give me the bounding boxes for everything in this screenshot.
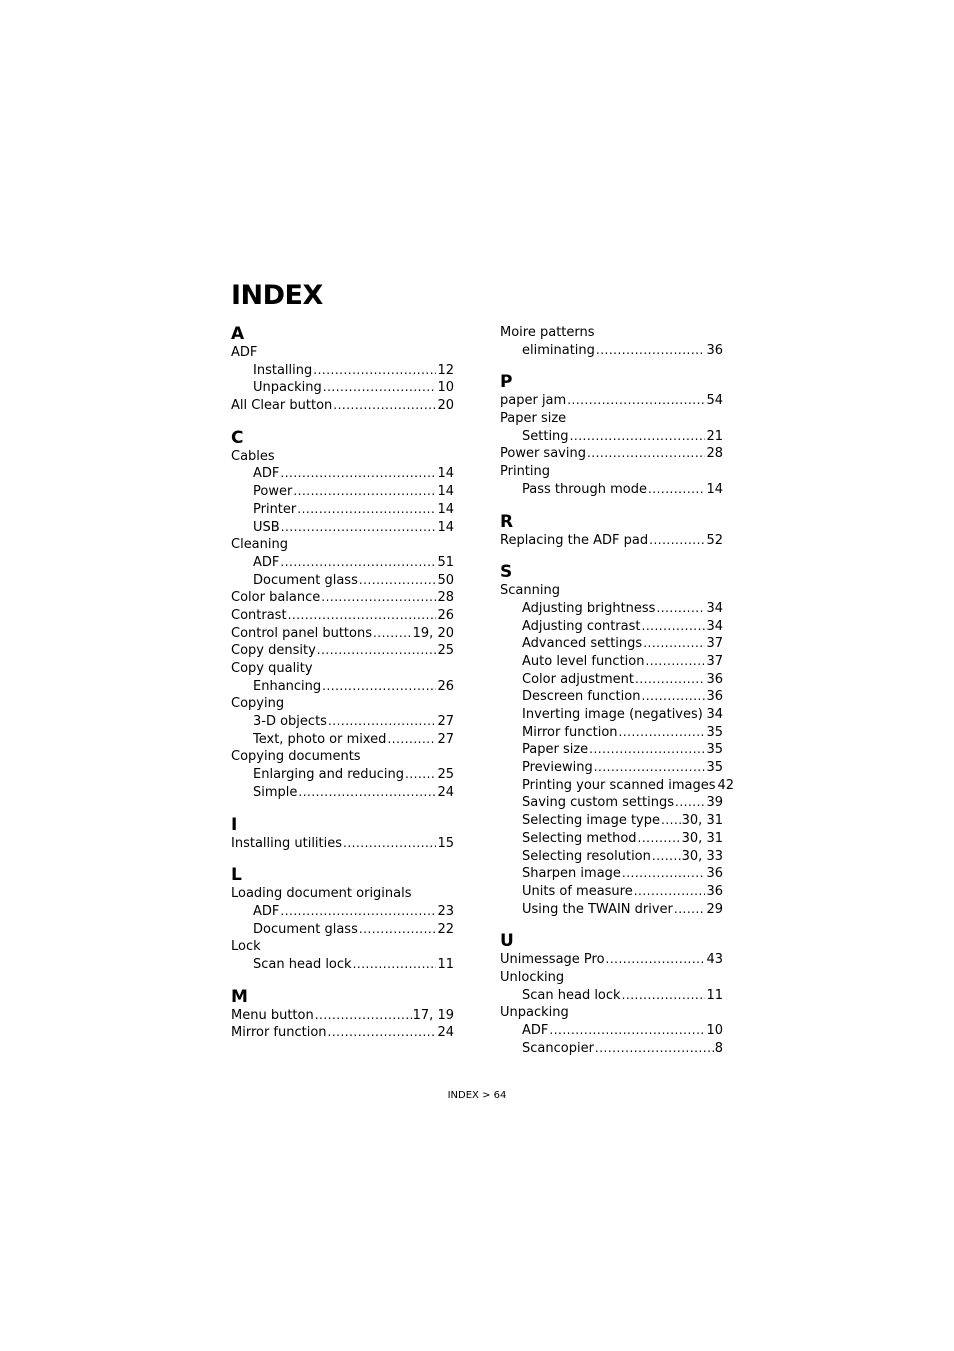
dot-leader xyxy=(634,883,706,901)
dot-leader xyxy=(645,653,705,671)
entry-term: Color adjustment xyxy=(522,671,635,687)
entry-page-number: 34 xyxy=(706,707,723,722)
entry-term: Replacing the ADF pad xyxy=(500,532,649,548)
entry-term: Auto level function xyxy=(522,653,645,669)
index-entry xyxy=(500,969,723,987)
entry-term: Mirror function xyxy=(231,1025,327,1041)
index-subentry xyxy=(500,987,723,1005)
entry-term: Unpacking xyxy=(253,380,322,396)
dot-leader xyxy=(323,379,437,397)
entry-page-number: 26 xyxy=(437,678,454,694)
entry-term: Text, photo or mixed xyxy=(253,731,387,747)
index-entry xyxy=(231,938,454,956)
index-subentry xyxy=(500,706,723,724)
dot-leader xyxy=(643,635,705,653)
entry-term: Mirror function xyxy=(522,724,618,740)
dot-leader xyxy=(661,812,681,830)
index-subentry xyxy=(231,784,454,802)
entry-term: Contrast xyxy=(231,607,287,623)
entry-page-number: 24 xyxy=(437,784,454,800)
dot-leader xyxy=(622,987,706,1005)
entry-page-number: 10 xyxy=(706,1023,723,1038)
entry-term: 3-D objects xyxy=(253,714,327,730)
section-letter-heading: I xyxy=(231,814,238,835)
entry-page-number: 43 xyxy=(706,952,723,968)
index-subentry xyxy=(500,342,723,360)
dot-leader xyxy=(281,519,437,537)
index-entry xyxy=(500,445,723,463)
entry-term: Menu button xyxy=(231,1007,314,1023)
entry-term: Printer xyxy=(253,501,297,517)
entry-term: Power saving xyxy=(500,446,586,462)
index-subentry xyxy=(231,362,454,380)
dot-leader xyxy=(652,848,681,866)
entry-term: ADF xyxy=(253,554,280,570)
entry-page-number: 22 xyxy=(437,921,454,937)
entry-page-number: 37 xyxy=(706,653,723,669)
dot-leader xyxy=(596,342,706,360)
dot-leader xyxy=(589,741,705,759)
entry-page-number: 34 xyxy=(706,600,723,616)
entry-term: Document glass xyxy=(253,572,358,588)
dot-leader xyxy=(635,671,705,689)
dot-leader xyxy=(280,554,436,572)
entry-page-number: 8 xyxy=(714,1040,723,1056)
entry-page-number: 52 xyxy=(706,532,723,548)
entry-page-number: 36 xyxy=(706,342,723,358)
entry-page-number: 54 xyxy=(706,393,723,409)
entry-term: ADF xyxy=(253,903,280,919)
entry-term: Copying documents xyxy=(231,749,361,765)
entry-page-number: 30, 31 xyxy=(681,813,723,829)
index-entry xyxy=(500,1004,723,1022)
entry-term: Inverting image (negatives) xyxy=(522,707,703,722)
entry-term: ADF xyxy=(231,345,258,360)
index-column-right xyxy=(500,324,735,1057)
index-entry xyxy=(500,324,723,342)
entry-term: eliminating xyxy=(522,342,595,358)
index-entry xyxy=(231,589,454,607)
entry-term: Adjusting contrast xyxy=(522,618,641,634)
entry-page-number: 27 xyxy=(437,714,454,730)
dot-leader xyxy=(298,784,436,802)
entry-term: Enhancing xyxy=(253,678,322,694)
dot-leader xyxy=(280,465,436,483)
entry-term: Enlarging and reducing xyxy=(253,767,405,783)
entry-page-number: 30, 33 xyxy=(681,848,723,864)
entry-term: Lock xyxy=(231,939,261,955)
index-subentry xyxy=(500,812,723,830)
entry-page-number: 23 xyxy=(437,903,454,919)
index-subentry xyxy=(231,483,454,501)
dot-leader xyxy=(317,642,437,660)
entry-page-number: 12 xyxy=(437,362,454,378)
entry-term: Document glass xyxy=(253,921,358,937)
entry-page-number: 35 xyxy=(706,724,723,740)
dot-leader xyxy=(313,362,436,380)
entry-term: Saving custom settings xyxy=(522,795,674,811)
index-entry xyxy=(500,951,723,969)
index-subentry xyxy=(231,554,454,572)
entry-term: Scan head lock xyxy=(522,987,621,1003)
index-entry xyxy=(231,885,454,903)
dot-leader xyxy=(373,625,412,643)
entry-term: Adjusting brightness xyxy=(522,600,656,616)
index-subentry xyxy=(500,830,723,848)
entry-term: Simple xyxy=(253,784,298,800)
entry-term: Units of measure xyxy=(522,883,633,899)
index-entry xyxy=(231,660,454,678)
index-subentry xyxy=(231,903,454,921)
entry-term: Installing utilities xyxy=(231,835,343,851)
section-letter-heading: C xyxy=(231,427,244,448)
entry-term: Pass through mode xyxy=(522,481,647,497)
entry-term: Power xyxy=(253,484,293,500)
index-entry xyxy=(231,748,454,766)
dot-leader xyxy=(288,607,437,625)
entry-page-number: 14 xyxy=(437,501,454,517)
index-subentry xyxy=(500,1022,723,1040)
entry-term: Unimessage Pro xyxy=(500,952,605,968)
index-subentry xyxy=(500,724,723,742)
entry-page-number: 21 xyxy=(706,428,723,444)
index-entry xyxy=(500,532,723,550)
dot-leader xyxy=(549,1022,705,1040)
dot-leader xyxy=(328,1024,437,1042)
dot-leader xyxy=(321,589,436,607)
entry-page-number: 51 xyxy=(437,554,454,570)
dot-leader xyxy=(570,428,706,446)
entry-page-number: 15 xyxy=(437,835,454,851)
index-subentry xyxy=(500,848,723,866)
entry-term: Selecting image type xyxy=(522,813,661,829)
index-entry xyxy=(231,835,454,853)
entry-term: Selecting resolution xyxy=(522,848,651,864)
index-subentry xyxy=(500,741,723,759)
dot-leader xyxy=(675,794,705,812)
entry-page-number: 36 xyxy=(706,671,723,687)
index-subentry xyxy=(500,794,723,812)
entry-page-number: 30, 31 xyxy=(681,830,723,846)
entry-term: USB xyxy=(253,519,280,535)
entry-term: Paper size xyxy=(522,742,589,758)
dot-leader xyxy=(641,688,705,706)
index-subentry xyxy=(231,678,454,696)
index-subentry xyxy=(231,501,454,519)
entry-term: Cleaning xyxy=(231,537,288,553)
index-entry xyxy=(500,410,723,428)
index-subentry xyxy=(231,766,454,784)
entry-term: Previewing xyxy=(522,760,593,776)
dot-leader xyxy=(293,483,436,501)
entry-term: Sharpen image xyxy=(522,866,621,882)
section-letter-heading: U xyxy=(500,931,514,952)
entry-page-number: 27 xyxy=(437,731,454,747)
dot-leader xyxy=(280,903,436,921)
dot-leader xyxy=(648,481,705,499)
index-subentry xyxy=(231,465,454,483)
entry-term: Loading document originals xyxy=(231,886,412,902)
entry-term: Installing xyxy=(253,362,313,378)
entry-page-number: 10 xyxy=(437,380,454,396)
entry-term: Printing your scanned images xyxy=(522,777,716,793)
entry-term: Color balance xyxy=(231,590,321,606)
index-subentry xyxy=(231,713,454,731)
section-letter-heading: L xyxy=(231,865,242,886)
dot-leader xyxy=(619,724,706,742)
index-subentry xyxy=(231,731,454,749)
entry-term: Setting xyxy=(522,428,569,444)
page-title: INDEX xyxy=(231,280,323,311)
entry-term: All Clear button xyxy=(231,398,333,414)
entry-term: Scanning xyxy=(500,583,560,599)
entry-page-number: 42 xyxy=(717,777,735,793)
entry-page-number: 25 xyxy=(437,643,454,659)
index-entry xyxy=(500,582,723,600)
entry-page-number: 28 xyxy=(706,446,723,462)
dot-leader xyxy=(405,766,436,784)
index-subentry xyxy=(231,519,454,537)
entry-term: paper jam xyxy=(500,393,567,409)
entry-term: Advanced settings xyxy=(522,636,643,652)
entry-term: Unlocking xyxy=(500,969,565,985)
dot-leader xyxy=(353,956,437,974)
dot-leader xyxy=(297,501,436,519)
index-subentry xyxy=(500,481,723,499)
index-entry xyxy=(500,392,723,410)
entry-page-number: 11 xyxy=(437,956,454,972)
entry-term: Scan head lock xyxy=(253,956,352,972)
entry-page-number: 35 xyxy=(706,742,723,758)
index-entry xyxy=(231,448,454,466)
index-subentry xyxy=(500,671,723,689)
section-letter-heading: M xyxy=(231,986,248,1007)
entry-page-number: 28 xyxy=(437,590,454,606)
index-entry xyxy=(500,463,723,481)
entry-page-number: 25 xyxy=(437,767,454,783)
entry-page-number: 39 xyxy=(706,795,723,811)
entry-term: Selecting method xyxy=(522,830,637,846)
entry-term: Unpacking xyxy=(500,1005,569,1021)
index-subentry xyxy=(500,653,723,671)
index-subentry xyxy=(231,956,454,974)
entry-page-number: 50 xyxy=(437,572,454,588)
entry-page-number: 19, 20 xyxy=(412,625,454,641)
index-entry xyxy=(231,695,454,713)
dot-leader xyxy=(587,445,705,463)
index-subentry xyxy=(500,759,723,777)
dot-leader xyxy=(642,618,706,636)
dot-leader xyxy=(606,951,706,969)
entry-page-number: 34 xyxy=(706,618,723,634)
entry-page-number: 36 xyxy=(706,866,723,882)
dot-leader xyxy=(387,731,436,749)
index-subentry xyxy=(231,572,454,590)
index-entry xyxy=(231,397,454,415)
section-letter-heading: R xyxy=(500,511,514,532)
dot-leader xyxy=(315,1007,412,1025)
index-subentry xyxy=(500,635,723,653)
index-subentry xyxy=(500,777,735,795)
entry-page-number: 36 xyxy=(706,689,723,705)
page-footer: INDEX > 64 xyxy=(447,1090,507,1101)
entry-term: Descreen function xyxy=(522,689,641,705)
dot-leader xyxy=(359,921,437,939)
index-entry xyxy=(231,1024,454,1042)
dot-leader xyxy=(656,600,705,618)
index-column-left xyxy=(231,324,454,1042)
entry-term: Paper size xyxy=(500,411,567,427)
entry-page-number: 36 xyxy=(706,883,723,899)
entry-page-number: 26 xyxy=(437,607,454,623)
dot-leader xyxy=(638,830,681,848)
dot-leader xyxy=(704,706,706,724)
entry-page-number: 35 xyxy=(706,760,723,776)
dot-leader xyxy=(595,1040,714,1058)
entry-page-number: 14 xyxy=(437,519,454,535)
dot-leader xyxy=(322,678,436,696)
dot-leader xyxy=(594,759,706,777)
dot-leader xyxy=(567,392,705,410)
index-entry xyxy=(231,625,454,643)
entry-term: Control panel buttons xyxy=(231,625,372,641)
index-entry xyxy=(231,607,454,625)
index-subentry xyxy=(500,1040,723,1058)
index-subentry xyxy=(500,688,723,706)
dot-leader xyxy=(622,865,706,883)
dot-leader xyxy=(333,397,436,415)
index-subentry xyxy=(500,901,723,919)
index-entry xyxy=(231,1007,454,1025)
entry-term: Scancopier xyxy=(522,1040,594,1056)
section-letter-heading: S xyxy=(500,562,513,583)
index-entry xyxy=(231,536,454,554)
entry-page-number: 20 xyxy=(437,398,454,414)
dot-leader xyxy=(343,835,436,853)
entry-term: Moire patterns xyxy=(500,325,595,340)
index-subentry xyxy=(500,428,723,446)
index-subentry xyxy=(500,618,723,636)
entry-term: Using the TWAIN driver xyxy=(522,901,673,917)
entry-term: Copy density xyxy=(231,643,316,659)
entry-page-number: 14 xyxy=(437,466,454,482)
entry-term: Printing xyxy=(500,464,551,480)
entry-term: Copy quality xyxy=(231,661,313,676)
index-subentry xyxy=(231,379,454,397)
entry-page-number: 29 xyxy=(706,901,723,917)
dot-leader xyxy=(674,901,706,919)
dot-leader xyxy=(359,572,437,590)
index-subentry xyxy=(231,921,454,939)
index-subentry xyxy=(500,865,723,883)
entry-term: Copying xyxy=(231,696,285,712)
dot-leader xyxy=(649,532,705,550)
section-letter-heading: P xyxy=(500,372,513,393)
entry-term: Cables xyxy=(231,448,275,464)
entry-page-number: 11 xyxy=(706,987,723,1003)
entry-page-number: 24 xyxy=(437,1025,454,1041)
section-letter-heading: A xyxy=(231,324,245,344)
index-subentry xyxy=(500,600,723,618)
entry-page-number: 37 xyxy=(706,636,723,652)
entry-term: ADF xyxy=(253,466,280,482)
index-entry xyxy=(231,642,454,660)
entry-page-number: 14 xyxy=(706,481,723,497)
index-entry xyxy=(231,344,454,362)
entry-page-number: 14 xyxy=(437,484,454,500)
dot-leader xyxy=(328,713,437,731)
index-subentry xyxy=(500,883,723,901)
entry-term: ADF xyxy=(522,1023,549,1038)
entry-page-number: 17, 19 xyxy=(412,1007,454,1023)
